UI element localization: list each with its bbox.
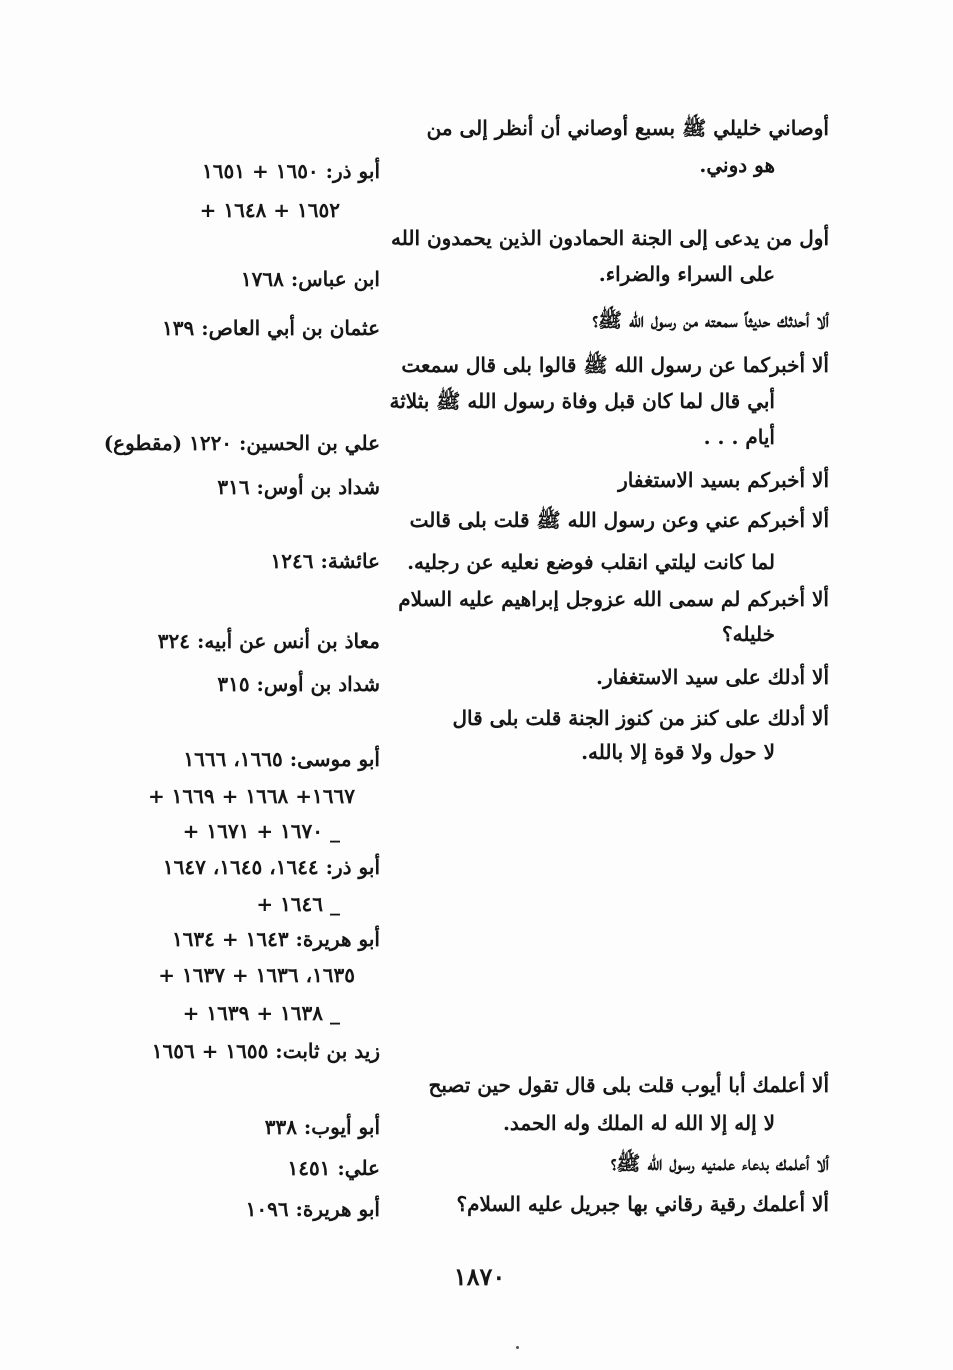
- hadith-line: ألا أعلمك أبا أيوب قلت بلى قال تقول حين تصبح: [428, 1073, 829, 1097]
- hadith-line: لا حول ولا قوة إلا بالله.: [581, 740, 775, 764]
- source-line: معاذ بن أنس عن أبيه: ٣٢٤: [157, 629, 380, 653]
- page-number-text: ١٨٧٠: [453, 1262, 506, 1291]
- page-number: [0, 1262, 953, 1291]
- hadith-line: ألا أعلمك رقية رقاني بها جبريل عليه السلام؟: [456, 1192, 829, 1216]
- source-line: أبو أيوب: ٣٣٨: [264, 1115, 380, 1139]
- hadith-line: أيام . . .: [703, 425, 775, 449]
- hadith-line: خليله؟: [722, 622, 775, 646]
- hadith-line: أول من يدعى إلى الجنة الحمادون الذين يحمدون الله: [391, 226, 829, 250]
- source-line: + ١٦٤٦ _: [256, 892, 340, 916]
- source-line: + ١٦٣٥، ١٦٣٦ + ١٦٣٧: [158, 963, 355, 987]
- hadith-line: ألا أخبركم بسيد الاستغفار: [618, 468, 829, 492]
- source-line: زيد بن ثابت: ١٦٥٥ + ١٦٥٦: [151, 1039, 380, 1063]
- hadith-line: أبي قال لما كان قبل وفاة رسول الله ﷺ بثلاثة: [389, 389, 775, 413]
- source-line: أبو هريرة: ١٦٤٣ + ١٦٣٤: [171, 927, 380, 951]
- hadith-line: ألا أحدثك حديثاً سمعته من رسول الله ﷺ؟: [592, 308, 829, 332]
- source-line: ابن عباس: ١٧٦٨: [240, 267, 380, 291]
- hadith-line: ألا أخبركم لم سمى الله عزوجل إبراهيم عليه السلام: [398, 587, 829, 611]
- source-line: عثمان بن أبي العاص: ١٣٩: [162, 316, 380, 340]
- source-line: أبو هريرة: ١٠٩٦: [245, 1197, 380, 1221]
- hadith-line: ألا أدلك على كنز من كنوز الجنة قلت بلى قال: [452, 706, 829, 730]
- source-line: عائشة: ١٢٤٦: [270, 549, 380, 573]
- source-line: أبو موسى: ١٦٦٥، ١٦٦٦: [183, 747, 380, 771]
- source-line: + ١٦٥٢ + ١٦٤٨: [199, 198, 340, 222]
- source-line: + ١٦٣٨ + ١٦٣٩ _: [182, 1001, 340, 1025]
- source-line: أبو ذر: ١٦٤٤، ١٦٤٥، ١٦٤٧: [162, 855, 380, 879]
- hadith-line: ألا أعلمك بدعاء علمنيه رسول الله ﷺ؟: [610, 1151, 829, 1175]
- hadith-line: على السراء والضراء.: [598, 262, 775, 286]
- source-line: شداد بن أوس: ٣١٦: [217, 475, 380, 499]
- hadith-line: ألا أخبركما عن رسول الله ﷺ قالوا بلى قال سمعت: [401, 353, 829, 377]
- source-line: شداد بن أوس: ٣١٥: [217, 672, 380, 696]
- hadith-line: ألا أدلك على سيد الاستغفار.: [596, 665, 829, 689]
- hadith-line: هو دوني.: [699, 153, 775, 177]
- source-line: علي بن الحسين: ١٢٢٠ (مقطوع): [103, 431, 380, 455]
- hadith-line: أوصاني خليلي ﷺ بسبع أوصاني أن أنظر إلى من: [426, 116, 829, 140]
- paper-speck: [516, 1346, 519, 1349]
- source-line: علي: ١٤٥١: [287, 1156, 380, 1180]
- hadith-line: ألا أخبركم عني وعن رسول الله ﷺ قلت بلى قالت: [409, 508, 829, 532]
- hadith-line: لما كانت ليلتي انقلب فوضع نعليه عن رجليه.: [407, 550, 775, 574]
- source-line: + ١٦٧٠ + ١٦٧١ _: [182, 819, 340, 843]
- hadith-line: لا إله إلا الله له الملك وله الحمد.: [502, 1111, 775, 1135]
- source-line: + ١٦٦٧+ ١٦٦٨ + ١٦٦٩: [147, 784, 355, 808]
- source-line: أبو ذر: ١٦٥٠ + ١٦٥١: [202, 159, 380, 183]
